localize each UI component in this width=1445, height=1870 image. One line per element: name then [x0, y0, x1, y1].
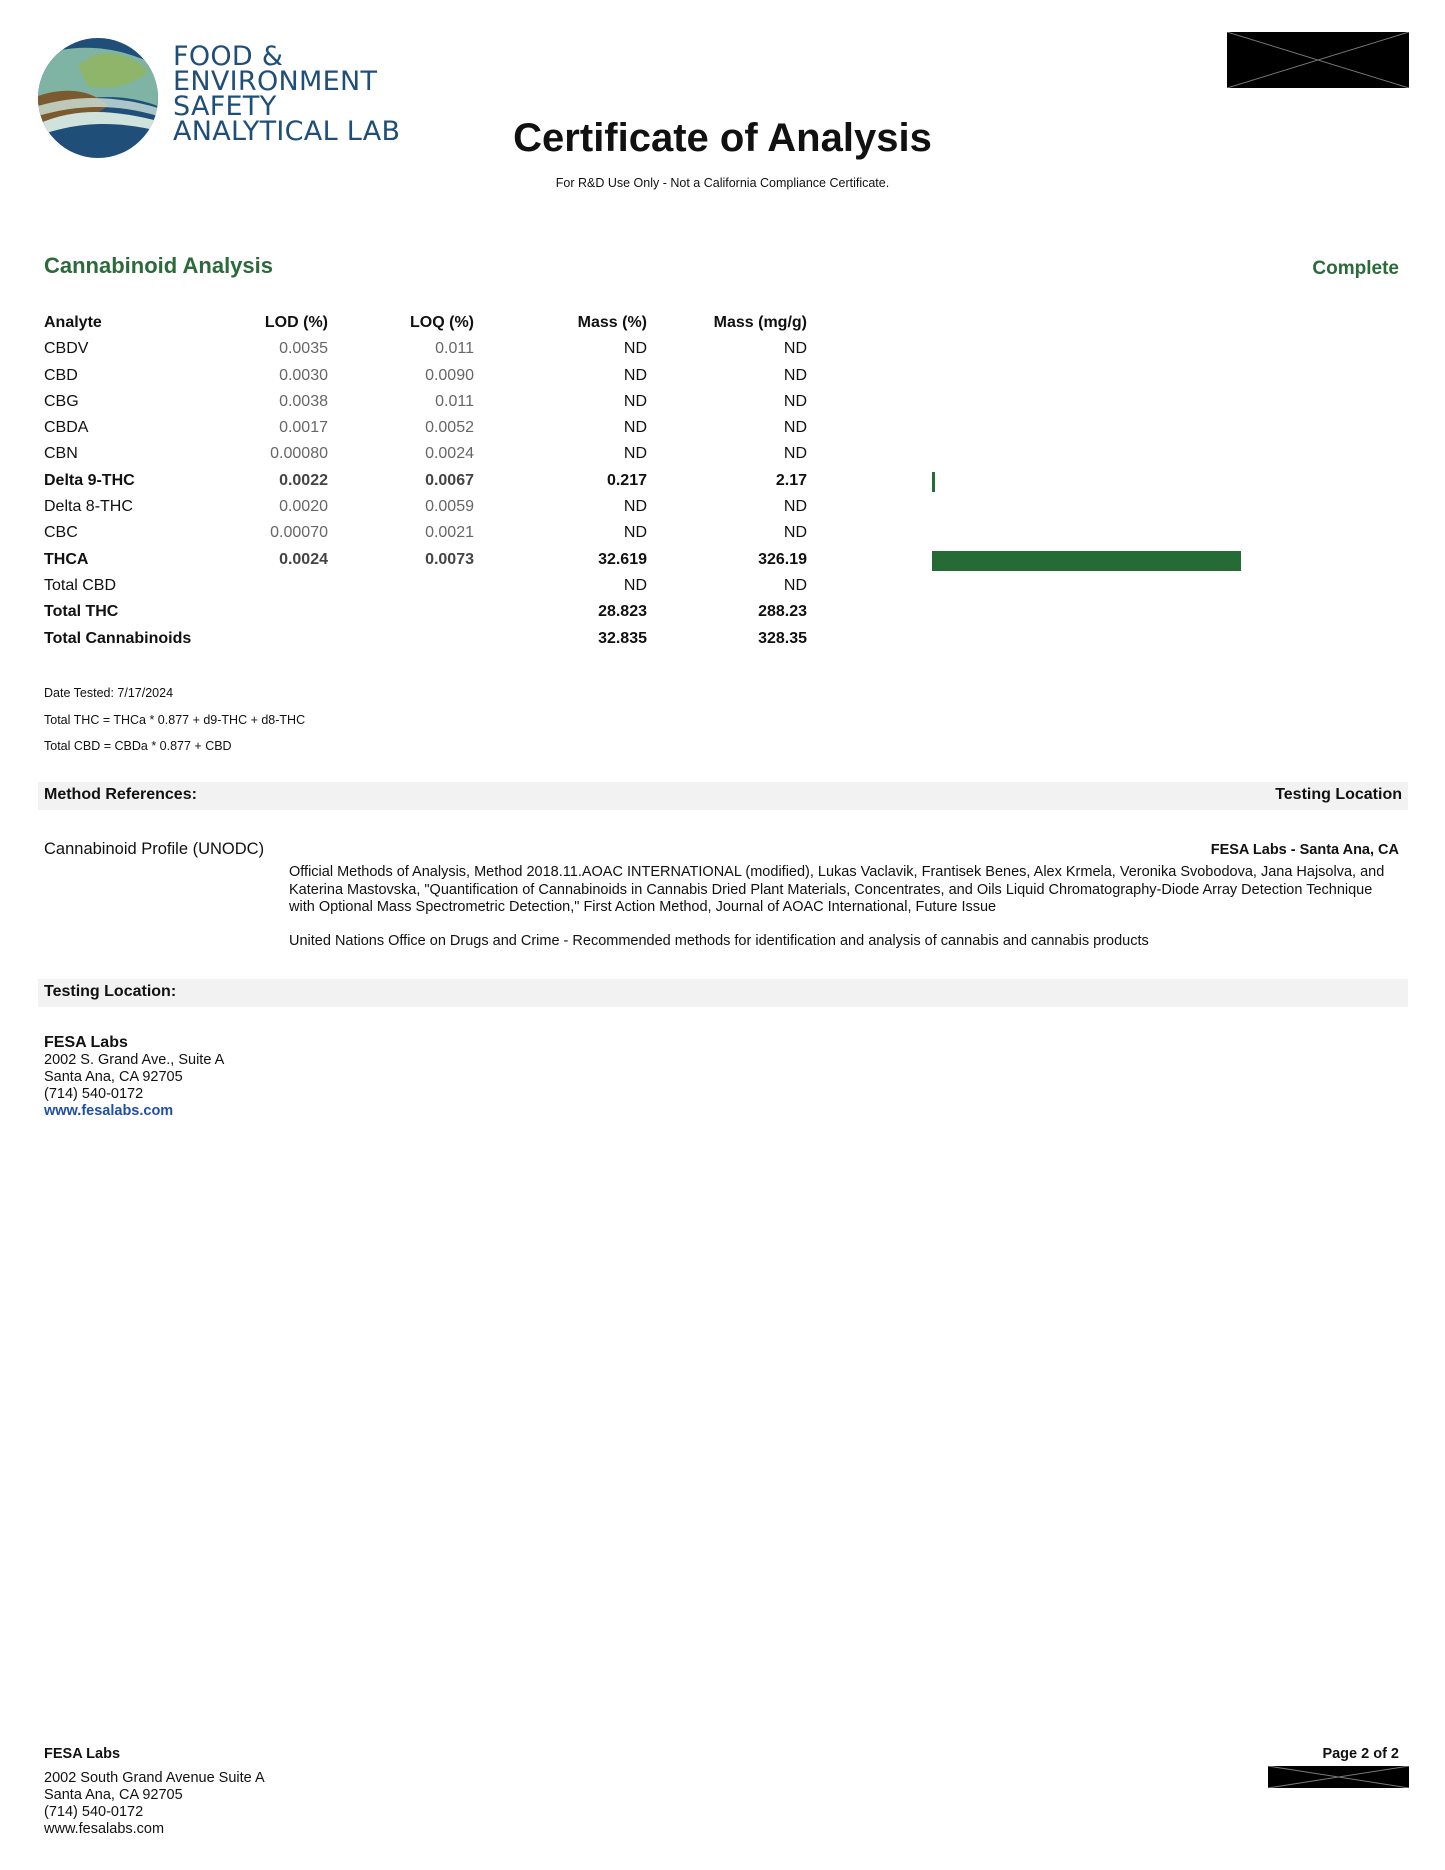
- lod-cell: 0.00070: [270, 524, 328, 542]
- table-row: [44, 417, 1244, 443]
- table-row: [44, 628, 1244, 654]
- mass-pct-cell: 32.619: [598, 550, 647, 568]
- loq-cell: 0.0021: [425, 524, 474, 542]
- total-cbd-formula: Total CBD = CBDa * 0.877 + CBD: [44, 739, 232, 753]
- total-thc-formula: Total THC = THCa * 0.877 + d9-THC + d8-THC: [44, 713, 306, 727]
- header-mass-pct: Mass (%): [577, 314, 647, 331]
- loq-cell: 0.0073: [425, 550, 474, 568]
- table-row: [44, 522, 1244, 548]
- loq-cell: 0.0067: [425, 471, 474, 489]
- method-references-label: Method References:: [44, 786, 197, 803]
- page-number: Page 2 of 2: [1322, 1746, 1399, 1762]
- method-location: FESA Labs - Santa Ana, CA: [1210, 842, 1399, 858]
- mass-mgg-cell: ND: [783, 419, 807, 437]
- table-row: [44, 470, 1244, 496]
- logo-line: FOOD &: [173, 41, 284, 72]
- lod-cell: 0.0020: [279, 498, 328, 516]
- lab-address-line: 2002 S. Grand Ave., Suite A: [44, 1052, 225, 1068]
- mass-pct-cell: ND: [623, 498, 647, 516]
- mass-mgg-cell: 288.23: [758, 603, 807, 621]
- mass-mgg-cell: ND: [783, 445, 807, 463]
- mass-mgg-cell: ND: [783, 366, 807, 384]
- method-name: Cannabinoid Profile (UNODC): [44, 840, 265, 858]
- mass-pct-cell: 32.835: [598, 629, 647, 647]
- lod-cell: 0.0030: [279, 366, 328, 384]
- method-reference: Official Methods of Analysis, Method 2018.11.AOAC INTERNATIONAL (modified), Lukas Vaclavik, Frantisek Benes, Alex Krmela, Veronika Svobodova, Jana Hajsolva, and Katerina Mastovska, "Quantification of Cannabinoids in Cannabis Dried Plant Materials, Concentrates, and Oils Liquid Chromatography-Diode Array Detection Technique with Optional Mass Spectrometric Detection," First Action Method, Journal of AOAC International, Future Issue: [289, 864, 1385, 915]
- mass-pct-cell: ND: [623, 576, 647, 594]
- table-row: [44, 443, 1244, 469]
- page-title: Certificate of Analysis: [513, 116, 932, 160]
- lab-phone: (714) 540-0172: [44, 1086, 144, 1102]
- mass-pct-cell: 0.217: [606, 471, 647, 489]
- redacted-image: [1227, 32, 1409, 88]
- table-row: [44, 338, 1244, 364]
- table-header-row: [44, 312, 1244, 338]
- header-analyte: Analyte: [44, 314, 102, 331]
- footer-address-line: 2002 South Grand Avenue Suite A: [44, 1770, 265, 1786]
- testing-location-band: [38, 979, 1408, 1007]
- lab-address-line: Santa Ana, CA 92705: [44, 1069, 183, 1085]
- mass-bar: [932, 472, 935, 492]
- mass-pct-cell: ND: [623, 419, 647, 437]
- method-description: [289, 864, 1389, 966]
- mass-mgg-cell: 328.35: [758, 629, 807, 647]
- cannabinoid-table: [44, 312, 1244, 654]
- mass-pct-cell: ND: [623, 445, 647, 463]
- mass-mgg-cell: 2.17: [775, 471, 807, 489]
- testing-location-label: Testing Location: [1275, 786, 1402, 803]
- analyte-cell: CBDA: [44, 419, 89, 437]
- table-row: [44, 549, 1244, 575]
- analyte-cell: CBDV: [44, 340, 89, 358]
- analyte-cell: Delta 9-THC: [44, 471, 135, 489]
- logo-line: ANALYTICAL LAB: [173, 116, 401, 147]
- table-row: [44, 601, 1244, 627]
- mass-pct-cell: ND: [623, 340, 647, 358]
- mass-mgg-cell: ND: [783, 392, 807, 410]
- footer-address: [44, 1746, 265, 1838]
- header-mass-mgg: Mass (mg/g): [713, 314, 807, 331]
- redacted-signature: [1268, 1766, 1409, 1788]
- loq-cell: 0.0059: [425, 498, 474, 516]
- mass-pct-cell: ND: [623, 524, 647, 542]
- analyte-cell: CBG: [44, 392, 79, 410]
- analyte-cell: CBC: [44, 524, 78, 542]
- header-lod: LOD (%): [264, 314, 328, 331]
- table-row: [44, 391, 1244, 417]
- loq-cell: 0.011: [435, 340, 474, 358]
- table-row: [44, 575, 1244, 601]
- loq-cell: 0.0024: [425, 445, 474, 463]
- footer-phone: (714) 540-0172: [44, 1804, 144, 1820]
- method-references-band: [38, 782, 1408, 810]
- table-body: [44, 338, 1244, 654]
- lod-cell: 0.0035: [279, 340, 328, 358]
- mass-pct-cell: ND: [623, 392, 647, 410]
- lab-name: FESA Labs: [44, 1034, 128, 1051]
- mass-pct-cell: 28.823: [598, 603, 647, 621]
- logo-line: ENVIRONMENT: [173, 66, 378, 97]
- footer-address-line: Santa Ana, CA 92705: [44, 1787, 183, 1803]
- analyte-cell: CBD: [44, 366, 78, 384]
- lod-cell: 0.0024: [279, 550, 328, 568]
- analyte-cell: THCA: [44, 550, 89, 568]
- mass-bar: [932, 551, 1241, 571]
- mass-mgg-cell: ND: [783, 340, 807, 358]
- section-title: Cannabinoid Analysis: [44, 253, 274, 278]
- lod-cell: 0.00080: [270, 445, 328, 463]
- table-row: [44, 496, 1244, 522]
- lod-cell: 0.0022: [279, 471, 328, 489]
- loq-cell: 0.011: [435, 392, 474, 410]
- lab-website-link[interactable]: www.fesalabs.com: [44, 1103, 174, 1119]
- analyte-cell: Total CBD: [44, 576, 117, 594]
- mass-pct-cell: ND: [623, 366, 647, 384]
- footer-lab-name: FESA Labs: [44, 1746, 121, 1762]
- analyte-cell: Delta 8-THC: [44, 498, 133, 516]
- table-row: [44, 365, 1244, 391]
- testing-location-block: [44, 1034, 224, 1120]
- loq-cell: 0.0090: [425, 366, 474, 384]
- status-badge: Complete: [1312, 258, 1399, 279]
- page-subtitle: For R&D Use Only - Not a California Compliance Certificate.: [555, 176, 890, 190]
- mass-mgg-cell: ND: [783, 498, 807, 516]
- testing-location-band-label: Testing Location:: [44, 983, 177, 1000]
- loq-cell: 0.0052: [425, 419, 474, 437]
- analyte-cell: Total THC: [44, 603, 119, 621]
- date-tested: Date Tested: 7/17/2024: [44, 686, 174, 700]
- method-reference: United Nations Office on Drugs and Crime - Recommended methods for identification and analysis of cannabis and cannabis products: [289, 932, 1149, 949]
- lod-cell: 0.0017: [279, 419, 328, 437]
- logo-line: SAFETY: [173, 91, 277, 122]
- analyte-cell: CBN: [44, 445, 78, 463]
- header-loq: LOQ (%): [410, 314, 474, 331]
- mass-mgg-cell: ND: [783, 524, 807, 542]
- footer-website: www.fesalabs.com: [44, 1821, 165, 1837]
- mass-mgg-cell: 326.19: [758, 550, 807, 568]
- lod-cell: 0.0038: [279, 392, 328, 410]
- analyte-cell: Total Cannabinoids: [44, 629, 192, 647]
- mass-mgg-cell: ND: [783, 576, 807, 594]
